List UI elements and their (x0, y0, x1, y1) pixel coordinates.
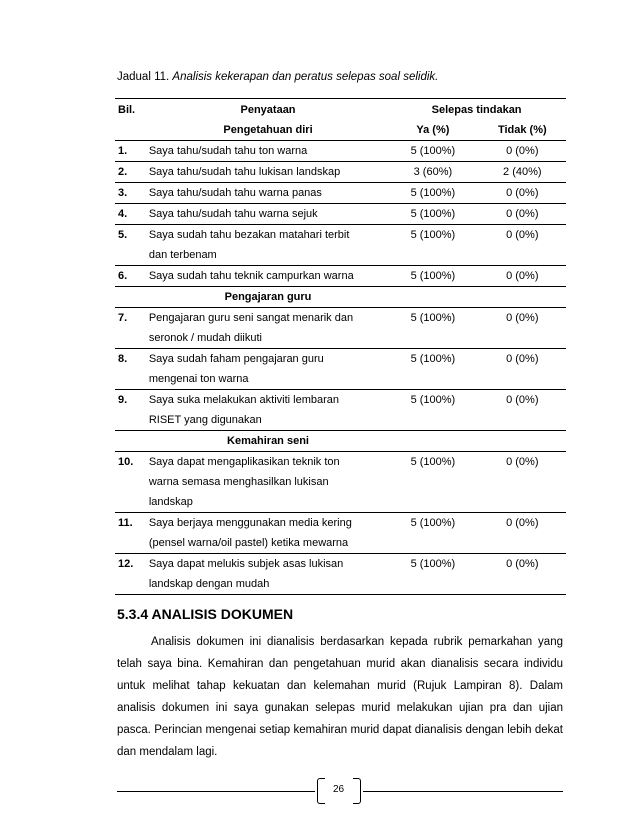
section-row (115, 287, 566, 308)
table-row (115, 225, 566, 266)
footer-rule-left (117, 791, 315, 792)
row-no: 0 (0%) (479, 183, 566, 204)
row-no: 0 (0%) (479, 204, 566, 225)
row-no: 0 (0%) (479, 225, 566, 266)
row-number: 2. (115, 162, 149, 183)
table-caption (117, 71, 438, 83)
page-bracket-right (353, 778, 361, 804)
row-no: 0 (0%) (479, 349, 566, 390)
statement-line: Saya sudah tahu teknik campurkan warna (148, 270, 354, 282)
row-number: 5. (115, 225, 149, 266)
row-yes: 5 (100%) (387, 513, 478, 554)
section-title: Kemahiran seni (149, 431, 387, 452)
statement-line: RISET yang digunakan (148, 414, 262, 426)
footer-rule-right (363, 791, 563, 792)
statement-line: Saya dapat mengaplikasikan teknik ton (148, 456, 340, 468)
row-number: 3. (115, 183, 149, 204)
table-row (115, 162, 566, 183)
table-row (115, 266, 566, 287)
header-yes: Ya (%) (416, 124, 450, 136)
table-row (115, 349, 566, 390)
row-yes: 5 (100%) (387, 554, 478, 595)
row-yes: 3 (60%) (387, 162, 478, 183)
row-statement (149, 349, 387, 390)
row-yes: 5 (100%) (387, 308, 478, 349)
table-row (115, 183, 566, 204)
statement-line: landskap dengan mudah (148, 578, 270, 590)
table-row (115, 141, 566, 162)
row-no: 0 (0%) (479, 554, 566, 595)
row-statement (149, 204, 387, 225)
section-paragraph: Analisis dokumen ini dianalisis berdasarkan kepada rubrik pemarkahan yang telah saya bina. Kemahiran dan pengetahuan murid akan dianalisis secara individu untuk melihat tahap kekuatan dan kelemahan murid (Rujuk Lampiran 8). Dalam analisis dokumen ini saya gunakan selepas murid melakukan ujian pra dan ujian pasca. Perincian mengenai setiap kemahiran murid dapat dianalisis dengan lebih dekat dan mendalam lagi. (117, 636, 563, 758)
row-number: 7. (115, 308, 149, 349)
row-yes: 5 (100%) (387, 183, 478, 204)
row-statement (149, 308, 387, 349)
row-number: 4. (115, 204, 149, 225)
statement-line: mengenai ton warna (148, 373, 249, 385)
caption-title: Analisis kekerapan dan peratus selepas soal selidik. (172, 71, 439, 83)
page-number: 26 (332, 784, 345, 795)
section-heading: 5.3.4 ANALISIS DOKUMEN (117, 606, 294, 622)
header-no: Tidak (%) (497, 124, 547, 136)
row-number: 11. (115, 513, 149, 554)
statement-line: seronok / mudah diikuti (148, 332, 262, 344)
statement-line: Saya tahu/sudah tahu ton warna (148, 145, 308, 157)
row-number: 6. (115, 266, 149, 287)
header-after: Selepas tindakan (387, 99, 566, 121)
caption-prefix: Jadual 11. (117, 71, 170, 83)
row-no: 0 (0%) (479, 513, 566, 554)
table-row (115, 308, 566, 349)
statement-line: Saya dapat melukis subjek asas lukisan (148, 558, 344, 570)
statement-line: Saya sudah faham pengajaran guru (148, 353, 324, 365)
row-number: 9. (115, 390, 149, 431)
row-yes: 5 (100%) (387, 204, 478, 225)
statement-line: Saya berjaya menggunakan media kering (148, 517, 352, 529)
row-statement (149, 452, 387, 513)
row-no: 0 (0%) (479, 308, 566, 349)
row-no: 0 (0%) (479, 141, 566, 162)
row-statement (149, 390, 387, 431)
statement-line: landskap (148, 496, 193, 508)
statement-line: Pengajaran guru seni sangat menarik dan (148, 312, 354, 324)
section-title: Pengajaran guru (149, 287, 387, 308)
row-yes: 5 (100%) (387, 390, 478, 431)
statement-line: dan terbenam (148, 249, 217, 261)
row-statement (149, 141, 387, 162)
row-yes: 5 (100%) (387, 452, 478, 513)
row-statement (149, 266, 387, 287)
row-statement (149, 513, 387, 554)
row-number: 8. (115, 349, 149, 390)
row-statement (149, 225, 387, 266)
statement-line: Saya suka melakukan aktiviti lembaran (148, 394, 339, 406)
row-yes: 5 (100%) (387, 266, 478, 287)
table-row (115, 390, 566, 431)
statement-line: warna semasa menghasilkan lukisan (148, 476, 329, 488)
table-row (115, 452, 566, 513)
table-row (115, 554, 566, 595)
row-yes: 5 (100%) (387, 225, 478, 266)
section-row (115, 431, 566, 452)
row-number: 12. (115, 554, 149, 595)
row-statement (149, 183, 387, 204)
statement-line: Saya tahu/sudah tahu warna sejuk (148, 208, 318, 220)
row-no: 0 (0%) (479, 452, 566, 513)
row-no: 0 (0%) (479, 266, 566, 287)
statement-line: Saya tahu/sudah tahu lukisan landskap (148, 166, 341, 178)
row-no: 0 (0%) (479, 390, 566, 431)
row-number: 1. (115, 141, 149, 162)
row-yes: 5 (100%) (387, 141, 478, 162)
table-header-row (115, 99, 566, 121)
row-statement (149, 162, 387, 183)
statement-line: (pensel warna/oil pastel) ketika mewarna (148, 537, 349, 549)
statement-line: Saya sudah tahu bezakan matahari terbit (148, 229, 350, 241)
row-number: 10. (115, 452, 149, 513)
table-row (115, 204, 566, 225)
statement-line: Saya tahu/sudah tahu warna panas (148, 187, 322, 199)
table-row (115, 513, 566, 554)
header-bil: Bil. (115, 99, 149, 121)
row-yes: 5 (100%) (387, 349, 478, 390)
row-no: 2 (40%) (479, 162, 566, 183)
section-title-1: Pengetahuan diri (223, 124, 313, 136)
table-subheader-row (115, 120, 566, 141)
frequency-table (115, 98, 566, 595)
row-statement (149, 554, 387, 595)
header-statement: Penyataan (149, 99, 387, 121)
